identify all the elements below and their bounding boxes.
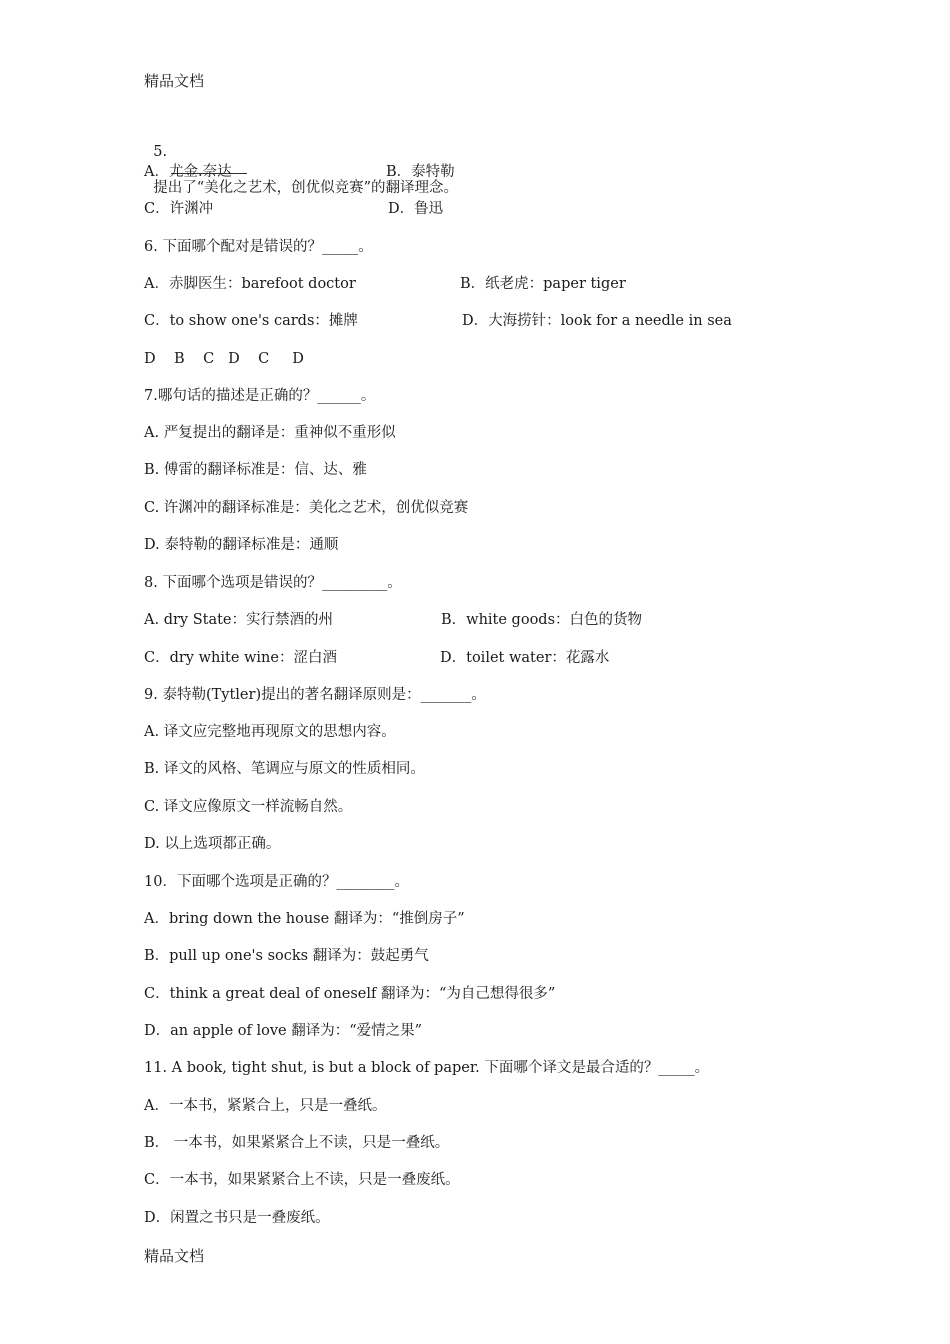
question-11-stem: 11. A book, tight shut, is but a block of paper. 下面哪个译文是最合适的？_____。 bbox=[144, 1060, 710, 1076]
question-6-option-d: D．大海捞针：look for a needle in sea bbox=[462, 313, 732, 329]
question-8-option-b: B．white goods：白色的货物 bbox=[441, 612, 643, 628]
question-11-option-c: C．一本书，如果紧紧合上不读，只是一叠废纸。 bbox=[144, 1172, 460, 1188]
question-9-option-a: A. 译文应完整地再现原文的思想内容。 bbox=[144, 724, 396, 740]
question-11-option-b: B． 一本书，如果紧紧合上不读，只是一叠纸。 bbox=[144, 1135, 450, 1151]
question-5-option-c: C．许渊冲 bbox=[144, 201, 214, 217]
question-number: 5. bbox=[153, 144, 168, 160]
question-10-stem: 10．下面哪个选项是正确的？________。 bbox=[144, 874, 409, 890]
question-8-option-a: A. dry State：实行禁酒的州 bbox=[144, 612, 334, 628]
question-7-option-d: D. 泰特勒的翻译标准是：通顺 bbox=[144, 537, 339, 553]
question-11-option-a: A．一本书，紧紧合上，只是一叠纸。 bbox=[144, 1098, 387, 1114]
question-9-option-b: B. 译文的风格、笔调应与原文的性质相同。 bbox=[144, 761, 425, 777]
question-7-stem: 7.哪句话的描述是正确的？______。 bbox=[144, 388, 376, 404]
question-7-option-b: B. 傅雷的翻译标准是：信、达、雅 bbox=[144, 462, 367, 478]
question-8-stem: 8. 下面哪个选项是错误的？_________。 bbox=[144, 575, 402, 591]
question-5-option-b: B．泰特勒 bbox=[386, 164, 455, 180]
question-9-option-d: D. 以上选项都正确。 bbox=[144, 836, 281, 852]
page-header: 精品文档 bbox=[144, 72, 205, 90]
question-8-option-d: D．toilet water：花露水 bbox=[440, 650, 610, 666]
question-11-option-d: D．闲置之书只是一叠废纸。 bbox=[144, 1210, 330, 1226]
question-10-option-c: C．think a great deal of oneself 翻译为：“为自己想得很多” bbox=[144, 986, 556, 1002]
question-5-option-d: D．鲁迅 bbox=[388, 201, 444, 217]
question-6-option-a: A．赤脚医生：barefoot doctor bbox=[144, 276, 356, 292]
question-5-option-a: A．尤金.奈达 bbox=[144, 164, 232, 180]
question-10-option-a: A．bring down the house 翻译为：“推倒房子” bbox=[144, 911, 465, 927]
question-9-stem: 9. 泰特勒(Tytler)提出的著名翻译原则是：_______。 bbox=[144, 687, 486, 703]
question-text: 提出了“美化之艺术，创优似竞赛”的翻译理念。 bbox=[153, 180, 459, 196]
question-7-option-c: C. 许渊冲的翻译标准是：美化之艺术，创优似竞赛 bbox=[144, 500, 469, 516]
question-6-option-c: C．to show one's cards：摊牌 bbox=[144, 313, 358, 329]
question-10-option-d: D．an apple of love 翻译为：“爱情之果” bbox=[144, 1023, 423, 1039]
question-6-stem: 6. 下面哪个配对是错误的？_____。 bbox=[144, 239, 373, 255]
question-5-stem bbox=[144, 125, 458, 197]
page-footer: 精品文档 bbox=[144, 1247, 205, 1265]
question-8-option-c: C．dry white wine：涩白酒 bbox=[144, 650, 337, 666]
answer-key-row: D B C D C D bbox=[144, 351, 304, 367]
question-9-option-c: C. 译文应像原文一样流畅自然。 bbox=[144, 799, 353, 815]
question-7-option-a: A. 严复提出的翻译是：重神似不重形似 bbox=[144, 425, 396, 441]
question-10-option-b: B．pull up one's socks 翻译为：鼓起勇气 bbox=[144, 948, 429, 964]
question-6-option-b: B．纸老虎：paper tiger bbox=[460, 276, 626, 292]
